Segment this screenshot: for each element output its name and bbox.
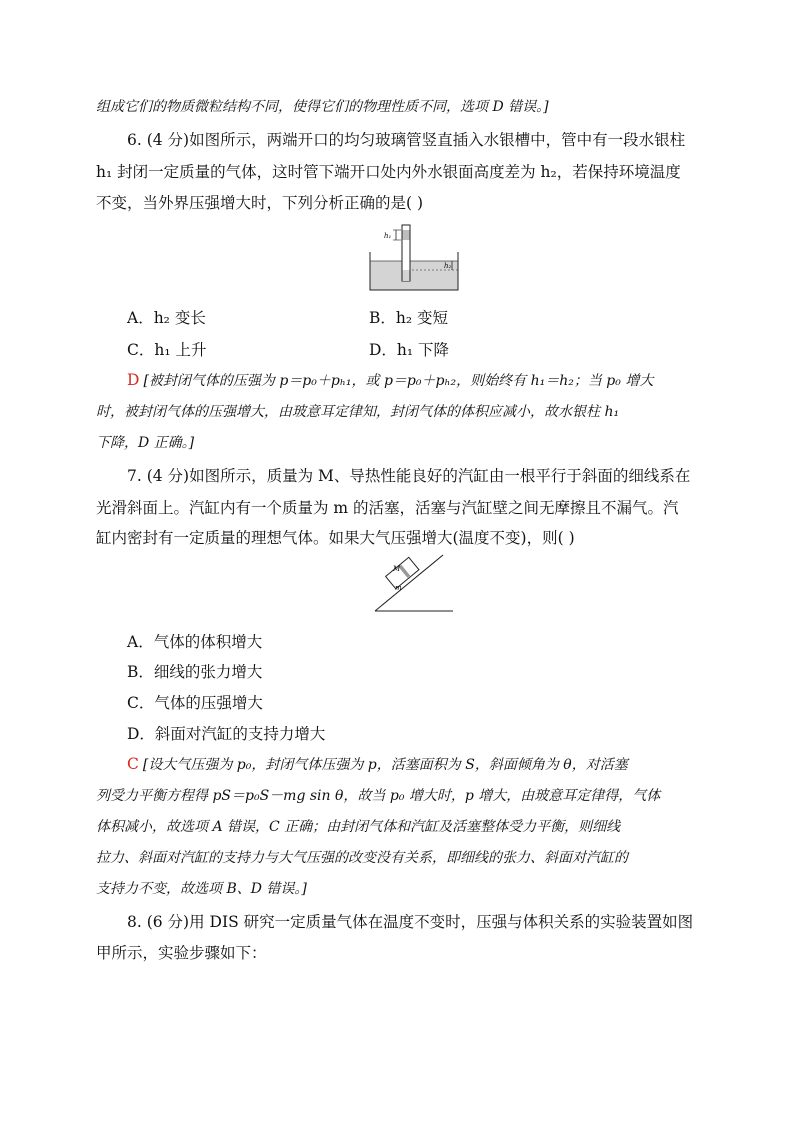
q6-option-a: A．h₂ 变长 — [127, 309, 206, 327]
answer-6-text: [被封闭气体的压强为 p＝p₀＋pₕ₁，或 p＝p₀＋pₕ₂，则始终有 h₁＝h₂；当 p₀ 增大 — [143, 373, 654, 389]
answer-7-line-1 — [127, 754, 628, 774]
question-7-line-1: 7. (4 分)如图所示，质量为 M、导热性能良好的汽缸由一根平行于斜面的细线系在 — [127, 467, 691, 485]
answer-6-line-3: 下降，D 正确。] — [96, 435, 195, 451]
answer-7-letter: C — [127, 755, 139, 773]
q7-option-a: A．气体的体积增大 — [127, 633, 263, 651]
q6-option-c: C．h₁ 上升 — [127, 341, 207, 359]
question-7-line-2: 光滑斜面上。汽缸内有一个质量为 m 的活塞，活塞与汽缸壁之间无摩擦且不漏气。汽 — [96, 499, 679, 517]
question-7-line-3: 缸内密封有一定质量的理想气体。如果大气压强增大(温度不变)，则( ) — [96, 529, 575, 547]
answer-text-line: 组成它们的物质微粒结构不同，使得它们的物理性质不同，选项 D 错误。] — [96, 99, 549, 115]
answer-7-line-2: 列受力平衡方程得 pS＝p₀S－mg sin θ，故当 p₀ 增大时，p 增大，由玻意耳定律得，气体 — [96, 788, 661, 804]
answer-6-line-2: 时，被封闭气体的压强增大，由玻意耳定律知，封闭气体的体积应减小，故水银柱 h₁ — [96, 404, 620, 420]
answer-6-line-1 — [127, 370, 653, 390]
q7-option-b: B．细线的张力增大 — [127, 663, 263, 681]
cylinder-on-incline-diagram — [373, 552, 457, 616]
h1-label: h₁ — [384, 232, 392, 240]
answer-6-letter: D — [127, 371, 140, 389]
M-label: M — [393, 565, 401, 573]
q6-option-b: B．h₂ 变短 — [369, 309, 449, 327]
answer-7-line-4: 拉力、斜面对汽缸的支持力与大气压强的改变没有关系，即细线的张力、斜面对汽缸的 — [96, 850, 628, 866]
m-label: m — [395, 584, 402, 592]
answer-7-line-5: 支持力不变，故选项 B、D 错误。] — [96, 881, 307, 897]
question-6-line-1: 6. (4 分)如图所示，两端开口的均匀玻璃管竖直插入水银槽中，管中有一段水银柱 — [127, 131, 686, 149]
answer-7-text: [设大气压强为 p₀，封闭气体压强为 p，活塞面积为 S，斜面倾角为 θ，对活塞 — [142, 757, 628, 773]
question-6-line-2: h₁ 封闭一定质量的气体，这时管下端开口处内外水银面高度差为 h₂，若保持环境温度 — [96, 163, 681, 181]
q7-option-d: D．斜面对汽缸的支持力增大 — [127, 725, 326, 743]
answer-7-line-3: 体积减小，故选项 A 错误，C 正确；由封闭气体和汽缸及活塞整体受力平衡，则细线 — [96, 819, 621, 835]
question-8-line-1: 8. (6 分)用 DIS 研究一定质量气体在温度不变时，压强与体积关系的实验装置如图 — [127, 913, 694, 931]
q7-option-c: C．气体的压强增大 — [127, 694, 263, 712]
q6-option-d: D．h₁ 下降 — [369, 341, 450, 359]
tube-in-mercury-diagram — [366, 222, 460, 294]
question-8-line-2: 甲所示，实验步骤如下： — [96, 944, 267, 962]
h2-label: h₂ — [444, 262, 452, 270]
question-6-line-3: 不变，当外界压强增大时，下列分析正确的是( ) — [96, 194, 424, 212]
